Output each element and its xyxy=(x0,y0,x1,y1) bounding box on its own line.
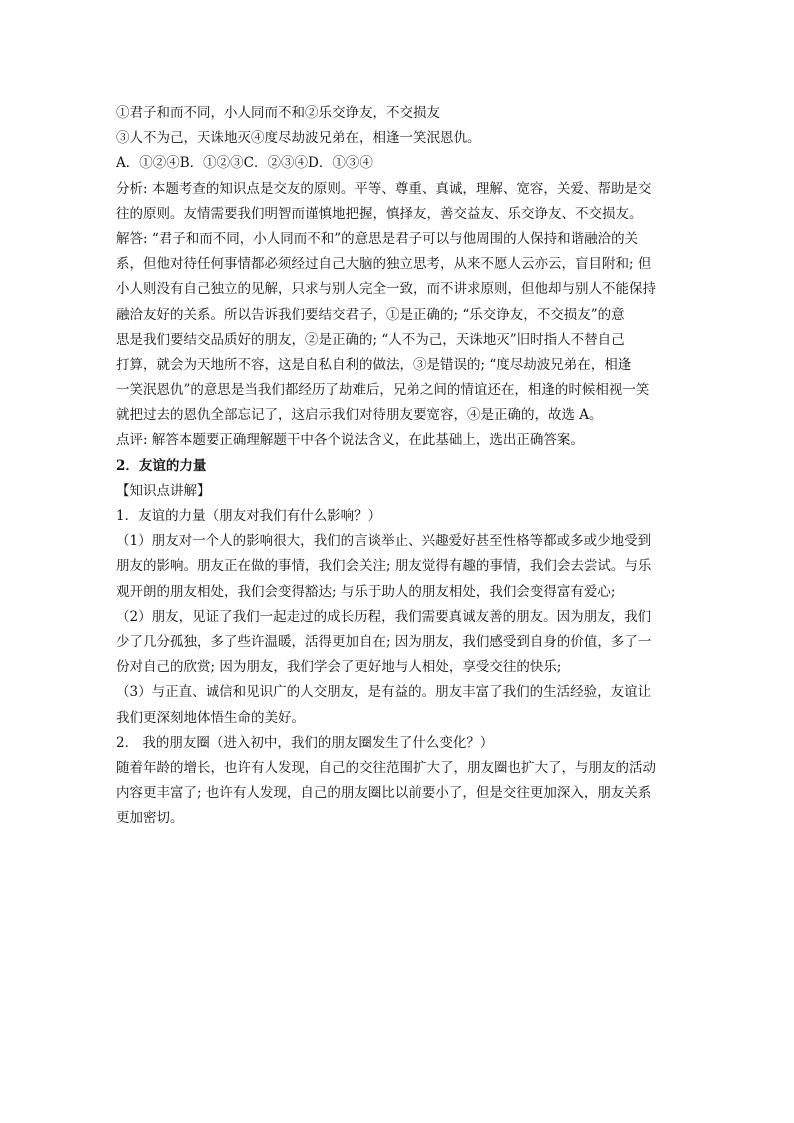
document-page xyxy=(116,101,684,831)
subheading-2: 2． 我的朋友圈（进入初中，我们的朋友圈发生了什么变化？） xyxy=(116,734,494,751)
solution-line-4: 融洽友好的关系。所以告诉我们要结交君子，①是正确的; “乐交诤友，不交损友”的意 xyxy=(116,306,625,323)
point-2-line-1: （2）朋友，见证了我们一起走过的成长历程，我们需要真诚友善的朋友。因为朋友，我们 xyxy=(116,608,652,625)
point-2-line-2: 少了几分孤独，多了些许温暖，活得更加自在; 因为朋友，我们感受到自身的价值，多了一 xyxy=(116,633,652,650)
point-1-line-3: 观开朗的朋友相处，我们会变得豁达; 与乐于助人的朋友相处，我们会变得富有爱心; xyxy=(116,583,616,600)
point-3-line-1: （3）与正直、诚信和见识广的人交朋友，是有益的。朋友丰富了我们的生活经验，友谊让 xyxy=(116,684,652,701)
circle-line-1: 随着年龄的增长，也许有人发现，自己的交往范围扩大了，朋友圈也扩大了，与朋友的活动 xyxy=(116,759,656,776)
knowledge-heading: 【知识点讲解】 xyxy=(116,482,211,499)
circle-line-3: 更加密切。 xyxy=(116,810,184,827)
option-line-1: ①君子和而不同，小人同而不和②乐交诤友，不交损友 xyxy=(116,105,440,121)
solution-line-8: 就把过去的恩仇全部忘记了，这启示我们对待朋友要宽容，④是正确的，故选 A。 xyxy=(116,407,603,424)
solution-line-5: 思是我们要结交品质好的朋友，②是正确的; “人不为己，天诛地灭”旧时指人不替自己 xyxy=(116,331,625,348)
option-line-2: ③人不为己，天诛地灭④度尽劫波兄弟在，相逢一笑泯恩仇。 xyxy=(116,130,481,147)
solution-line-3: 小人则没有自己独立的见解，只求与别人完全一致，而不讲求原则，但他却与别人不能保持 xyxy=(116,281,656,298)
solution-line-7: 一笑泯恩仇”的意思是当我们都经历了劫难后，兄弟之间的情谊还在，相逢的时候相视一笑 xyxy=(116,382,650,399)
analysis-line-2: 往的原则。友情需要我们明智而谨慎地把握，慎择友，善交益友、乐交诤友、不交损友。 xyxy=(116,205,643,222)
point-1-line-1: （1）朋友对一个人的影响很大，我们的言谈举止、兴趣爱好甚至性格等都或多或少地受到 xyxy=(116,533,652,550)
point-3-line-2: 我们更深刻地体悟生命的美好。 xyxy=(116,709,305,726)
circle-line-2: 内容更丰富了; 也许有人发现，自己的朋友圈比以前要小了，但是交往更加深入，朋友关系 xyxy=(116,785,652,802)
answer-choices: A．①②④B．①②③C．②③④D．①③④ xyxy=(116,155,373,172)
comment-line: 点评: 解答本题要正确理解题干中各个说法含义，在此基础上，选出正确答案。 xyxy=(116,432,584,449)
point-2-line-3: 份对自己的欣赏; 因为朋友，我们学会了更好地与人相处，享受交往的快乐; xyxy=(116,659,562,676)
solution-line-2: 系，但他对待任何事情都必须经过自己大脑的独立思考，从来不愿人云亦云，盲目附和; 但 xyxy=(116,256,652,273)
solution-line-6: 打算，就会为天地所不容，这是自私自利的做法，③是错误的; “度尽劫波兄弟在，相逢 xyxy=(116,356,632,373)
point-1-line-2: 朋友的影响。朋友正在做的事情，我们会关注; 朋友觉得有趣的事情，我们会去尝试。与乐 xyxy=(116,558,652,575)
section-heading: 2．友谊的力量 xyxy=(116,457,207,474)
solution-line-1: 解答: “君子和而不同，小人同而不和”的意思是君子可以与他周围的人保持和谐融洽的关 xyxy=(116,230,639,247)
subheading-1: 1．友谊的力量（朋友对我们有什么影响？） xyxy=(116,508,382,524)
analysis-line-1: 分析: 本题考查的知识点是交友的原则。平等、尊重、真诚，理解、宽容，关爱、帮助是交 xyxy=(116,180,652,197)
